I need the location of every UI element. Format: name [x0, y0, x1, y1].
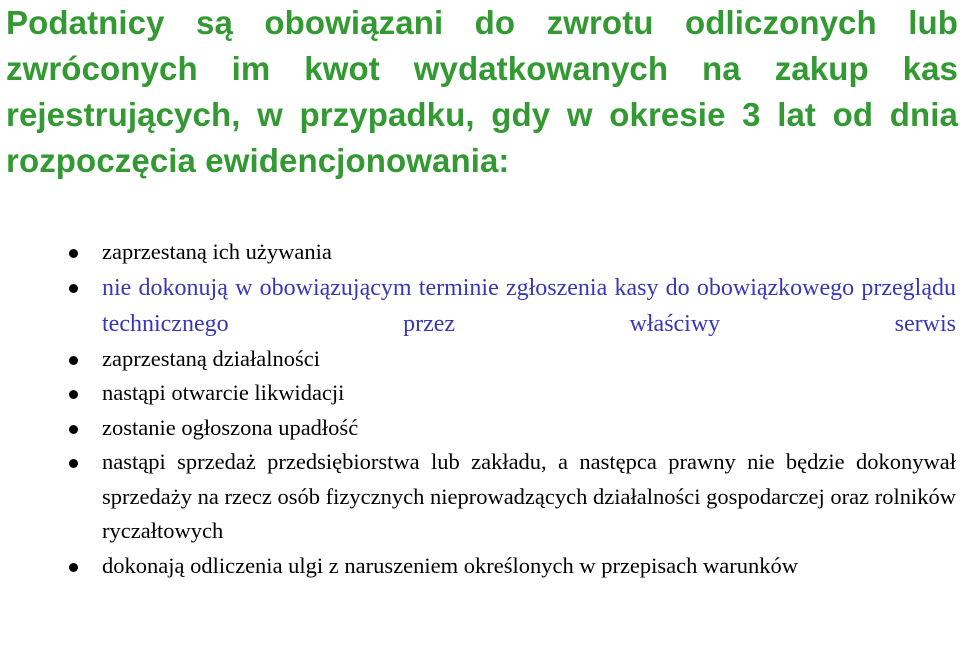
bullet-text: dokonają odliczenia ulgi z naruszeniem określonych w przepisach warunków: [102, 552, 799, 578]
bullet-item-stop-use: [0, 235, 960, 270]
bullet-text: nie dokonują w obowiązującym terminie zgłoszenia kasy do obowiązkowego przeglądu technicznego przez właściwy serwis: [102, 274, 956, 337]
bullet-dot-icon: [69, 459, 78, 468]
bullet-dot-icon: [69, 249, 78, 258]
bullet-dot-icon: [69, 425, 78, 434]
bullet-text: nastąpi otwarcie likwidacji: [102, 380, 345, 405]
bullet-dot-icon: [69, 390, 78, 399]
slide-heading: Podatnicy są obowiązani do zwrotu odliczonych lub zwróconych im kwot wydatkowanych na zakup kas rejestrujących, w przypadku, gdy w okresie 3 lat od dnia rozpoczęcia ewidencjonowania:: [6, 4, 958, 179]
bullet-item-sale: [0, 445, 960, 549]
bullet-text: zostanie ogłoszona upadłość: [102, 414, 359, 440]
bullet-dot-icon: [69, 356, 78, 365]
bullet-list: [0, 235, 960, 583]
bullet-text: nastąpi sprzedaż przedsiębiorstwa lub zakładu, a następca prawny nie będzie dokonywał sprzedaży na rzecz osób fizycznych nieprowadzących działalności gospodarczej oraz rolników ryczałtowych: [102, 449, 956, 543]
bullet-text: zaprzestaną działalności: [102, 345, 321, 371]
bullet-dot-icon: [69, 563, 78, 572]
bullet-text: zaprzestaną ich używania: [102, 239, 332, 264]
bullet-item-relief: [0, 549, 960, 584]
bullet-dot-icon: [69, 284, 78, 293]
bullet-item-cease-activity: [0, 342, 960, 377]
bullet-item-bankruptcy: [0, 411, 960, 446]
bullet-item-inspection: [0, 270, 960, 342]
bullet-item-liquidation: [0, 376, 960, 411]
